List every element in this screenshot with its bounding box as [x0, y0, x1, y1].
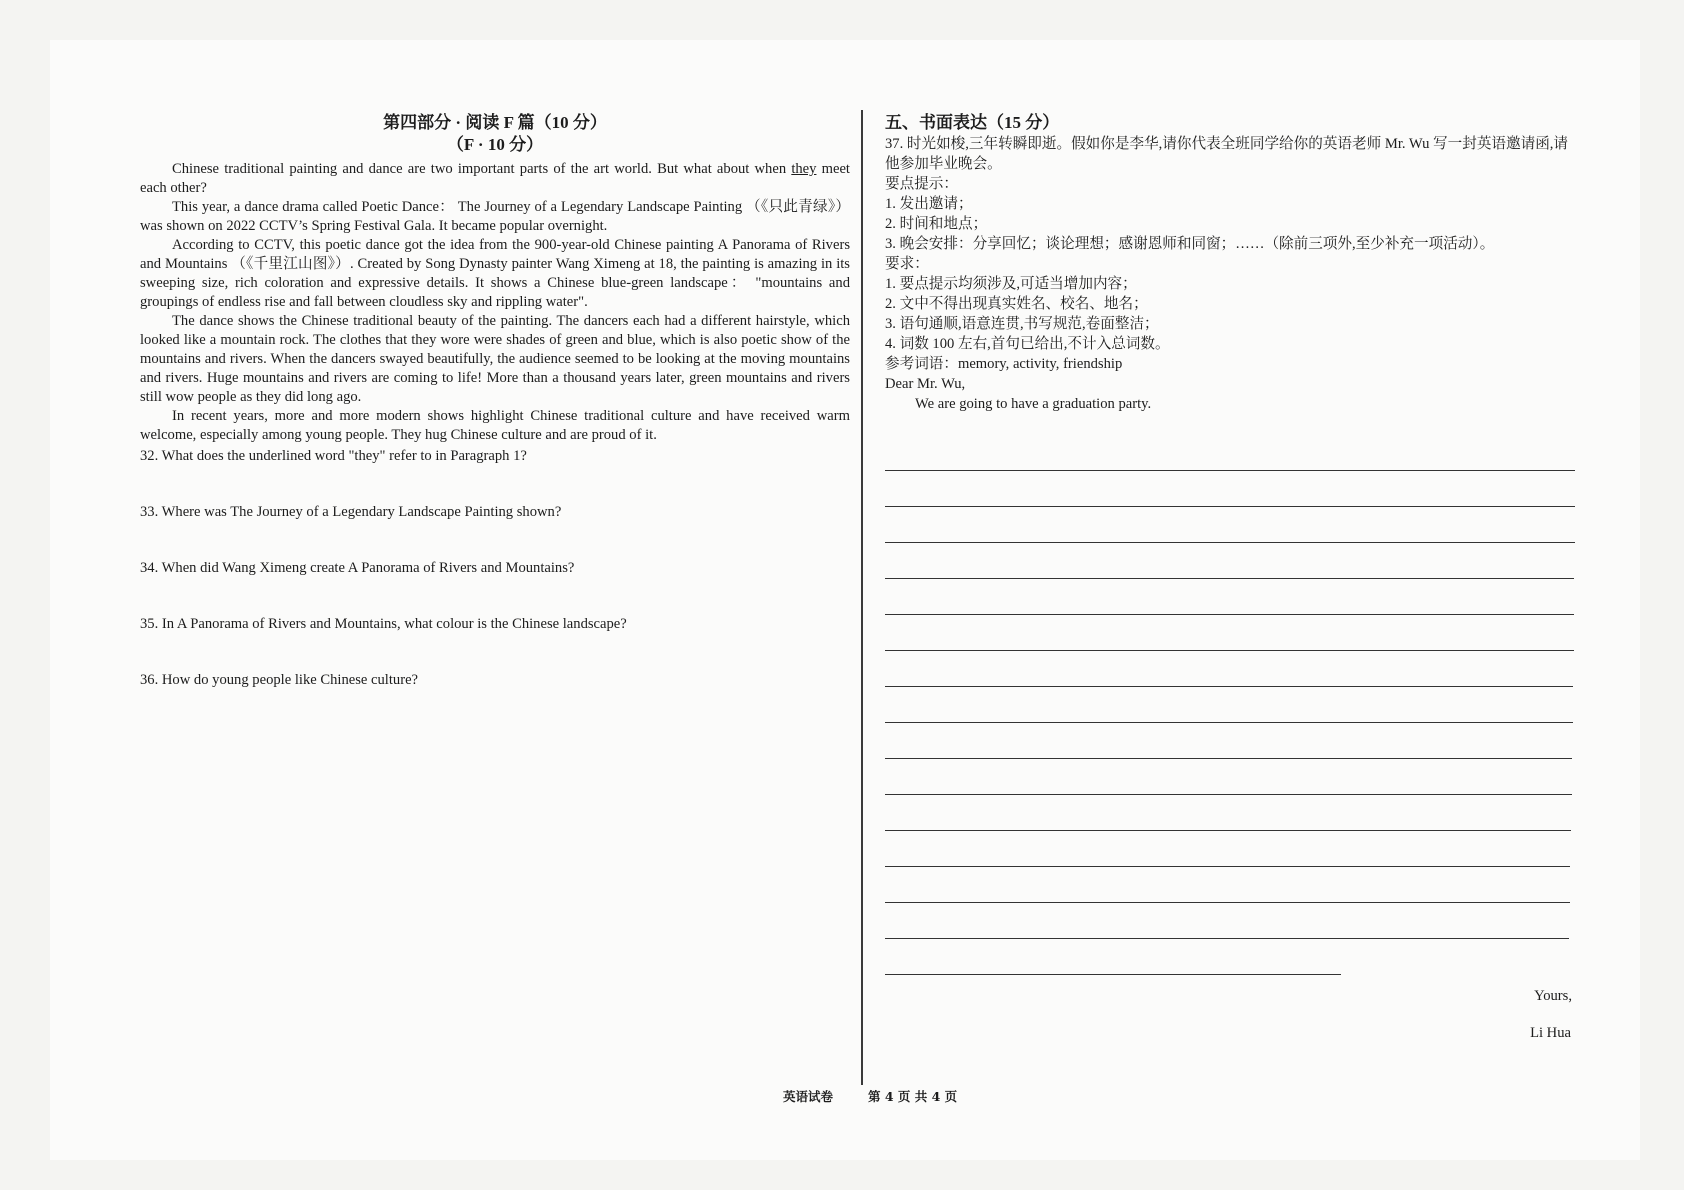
reading-title: 第四部分 · 阅读 F 篇（10 分）: [383, 113, 607, 132]
answer-line[interactable]: [885, 650, 1574, 651]
answer-line[interactable]: [885, 902, 1570, 903]
paragraph-2: This year, a dance drama called Poetic Dance： The Journey of a Legendary Landscape Painting （《只此青绿》） was shown on 2022 CCTV’s Spring Festival Gala. It became popular overnight.: [140, 199, 850, 234]
answer-line[interactable]: [885, 578, 1574, 579]
question-32: 32. What does the underlined word "they" refer to in Paragraph 1?: [140, 448, 527, 464]
requirements-heading: 要求：: [885, 256, 929, 272]
question-36: 36. How do young people like Chinese culture?: [140, 672, 419, 688]
footer-subject: 英语试卷: [783, 1089, 834, 1104]
question-33: 33. Where was The Journey of a Legendary Landscape Painting shown?: [140, 504, 562, 520]
letter-first-sentence: We are going to have a graduation party.: [915, 396, 1152, 412]
paragraph-3: According to CCTV, this poetic dance got the idea from the 900-year-old Chinese painting A Panorama of Rivers and Mountains （《千里江山图》）. Created by Song Dynasty painter Wang Ximeng at 18, the painting is amazing in its sweeping size, rich coloration and expressive details. It shows a Chinese blue-green landscape： "mountains and groupings of endless rise and fall between cloudless sky and rippling water".: [140, 237, 850, 310]
answer-line[interactable]: [885, 974, 1341, 975]
requirement-item: 1. 要点提示均须涉及,可适当增加内容；: [885, 276, 1137, 292]
question-34: 34. When did Wang Ximeng create A Panorama of Rivers and Mountains?: [140, 560, 575, 576]
point-item: 3. 晚会安排：分享回忆；谈论理想；感谢恩师和同窗；……（除前三项外,至少补充一项活动）。: [885, 236, 1495, 252]
paragraph-1: [140, 160, 850, 198]
answer-line[interactable]: [885, 830, 1571, 831]
reading-section: [140, 112, 850, 445]
paragraph-1-end: meet each other?: [140, 161, 850, 196]
answer-line[interactable]: [885, 722, 1573, 723]
writing-title: 五、书面表达（15 分）: [885, 113, 1060, 132]
answer-line[interactable]: [885, 542, 1575, 543]
paragraph-1-start: Chinese traditional painting and dance are two important parts of the art world. But what about when: [172, 161, 792, 177]
writing-prompt: 37. 时光如梭,三年转瞬即逝。假如你是李华,请你代表全班同学给你的英语老师 Mr. Wu 写一封英语邀请函,请他参加毕业晚会。: [885, 136, 1569, 172]
answer-line[interactable]: [885, 938, 1569, 939]
point-item: 1. 发出邀请；: [885, 196, 973, 212]
answer-line[interactable]: [885, 614, 1574, 615]
letter-salutation: Dear Mr. Wu,: [885, 376, 966, 392]
requirement-item: 3. 语句通顺,语意连贯,书写规范,卷面整洁；: [885, 316, 1159, 332]
requirement-item: 2. 文中不得出现真实姓名、校名、地名；: [885, 296, 1148, 312]
underlined-word: they: [791, 161, 817, 177]
question-35: 35. In A Panorama of Rivers and Mountains, what colour is the Chinese landscape?: [140, 616, 627, 632]
answer-line[interactable]: [885, 866, 1570, 867]
letter-closing: Yours,: [1534, 988, 1572, 1004]
answer-line[interactable]: [885, 506, 1575, 507]
paragraph-4: The dance shows the Chinese traditional beauty of the painting. The dancers each had a different hairstyle, which looked like a mountain rock. The clothes that they wore were shades of green and blue, which is also poetic show of the mountains and rivers. When the dancers swayed beautifully, the audience seemed to be looking at the moving mountains and rivers. Huge mountains and rivers are coming to life! More than a thousand years later, green mountains and rivers still wow people as they did long ago.: [140, 313, 850, 405]
point-item: 2. 时间和地点；: [885, 216, 988, 232]
vocabulary-hint: 参考词语：memory, activity, friendship: [885, 356, 1123, 372]
footer-page-number: 第 4 页 共 4 页: [868, 1089, 958, 1104]
points-heading: 要点提示：: [885, 176, 958, 192]
requirement-item: 4. 词数 100 左右,首句已给出,不计入总词数。: [885, 336, 1170, 352]
column-divider: [861, 110, 863, 1085]
answer-line[interactable]: [885, 686, 1573, 687]
paragraph-5: In recent years, more and more modern shows highlight Chinese traditional culture and have received warm welcome, especially among young people. They hug Chinese culture and are proud of it.: [140, 408, 850, 443]
answer-line[interactable]: [885, 470, 1575, 471]
writing-section: [885, 112, 1575, 414]
letter-signature: Li Hua: [1530, 1025, 1571, 1041]
answer-line[interactable]: [885, 758, 1572, 759]
answer-line[interactable]: [885, 794, 1572, 795]
reading-subtitle: （F · 10 分）: [446, 135, 544, 154]
